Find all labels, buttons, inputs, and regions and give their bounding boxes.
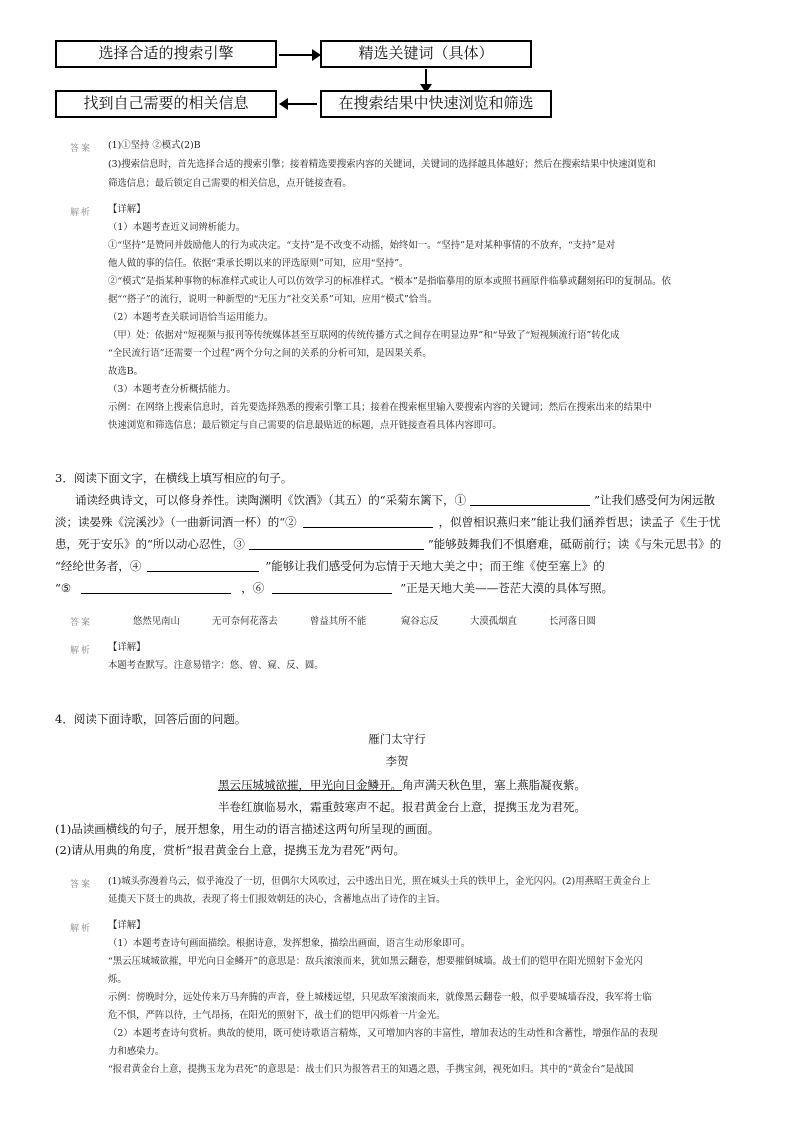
q4-analysis-line: “报君黄金台上意，提携玉龙为君死”的意思是：战士们只为报答君王的知遇之恩，手携宝剑，视死如归。其中的“黄金台”是战国 bbox=[108, 1064, 634, 1075]
q2-analysis-line: 快速浏览和筛选信息；最后锁定与自己需要的信息最贴近的标题，点开链接查看具体内容即可。 bbox=[108, 420, 502, 431]
q2-analysis-line: “全民流行语”还需要一个过程”两个分句之间的关系的分析可知，是因果关系。 bbox=[108, 348, 432, 359]
q2-analysis-line: 故选B。 bbox=[108, 366, 144, 377]
q2-analysis-line: 据““搭子”的流行，说明一种新型的“无压力”社交关系”可知，应用“模式”恰当。 bbox=[108, 294, 437, 305]
q2-analysis-line: （2）本题考查关联词语恰当运用能力。 bbox=[108, 312, 274, 323]
analysis-tag: 解析 bbox=[70, 208, 93, 218]
poem-text: 角声满天秋色里，塞上燕脂凝夜紫。 bbox=[402, 778, 586, 792]
answer-tag: 答案 bbox=[70, 144, 93, 154]
q3-blank-6[interactable] bbox=[272, 579, 392, 594]
q2-analysis-line: 示例：在网络上搜索信息时，首先要选择熟悉的搜索引擎工具；接着在搜索框里输入要搜索内容的关键词；然后在搜索出来的结果中 bbox=[108, 402, 652, 413]
flow-arrow-down bbox=[425, 69, 427, 85]
q3-text: 患，死于安乐》的“所以动心忍性，③ bbox=[55, 537, 245, 551]
q3-blank-1[interactable] bbox=[470, 491, 590, 506]
q3-text: ”让我们感受何为闲远散 bbox=[594, 493, 716, 507]
flow-arrow-right bbox=[279, 54, 313, 56]
q3-analysis-line: 【详解】 bbox=[108, 642, 146, 653]
q3-text: “经纶世务者，④ bbox=[55, 559, 142, 573]
q3-line bbox=[55, 555, 605, 577]
q3-line bbox=[55, 577, 613, 599]
q4-analysis-line: 危不惧，严阵以待，士气昂扬，在阳光的照射下，战士们的铠甲闪烁着一片金光。 bbox=[108, 1010, 446, 1021]
q3-analysis-line: 本题考查默写。注意易错字：悠、曾、窥、反、圆。 bbox=[108, 660, 324, 671]
q3-answer-item: 长河落日圆 bbox=[549, 616, 596, 627]
q4-answer-line: 延揽天下贤士的典故，表现了将士们报效朝廷的决心，含蓄地点出了诗作的主旨。 bbox=[108, 894, 446, 905]
q3-blank-3[interactable] bbox=[249, 535, 424, 550]
q3-line bbox=[75, 489, 715, 511]
poem-underlined-text: 黑云压城城欲摧，甲光向日金鳞开。 bbox=[218, 778, 402, 792]
q3-answer-item: 窥谷忘反 bbox=[401, 616, 439, 627]
q4-subquestion-1: (1)品读画横线的句子，展开想象，用生动的语言描述这两句所呈现的画面。 bbox=[55, 822, 440, 836]
poem-line bbox=[218, 774, 586, 796]
q2-answer-line: (1)①坚持 ②模式(2)B bbox=[108, 140, 201, 151]
q4-analysis-line: 力和感染力。 bbox=[108, 1046, 165, 1057]
flow-box-browse-filter: 在搜索结果中快速浏览和筛选 bbox=[320, 90, 552, 118]
q3-blank-4[interactable] bbox=[147, 557, 259, 572]
q3-line bbox=[55, 533, 721, 555]
poem-author: 李贺 bbox=[385, 754, 409, 768]
q3-title: 3．阅读下面文字，在横线上填写相应的句子。 bbox=[55, 471, 293, 485]
q3-text: “⑤ bbox=[55, 581, 72, 595]
q4-subquestion-2: (2)请从用典的角度，赏析“报君黄金台上意，提携玉龙为君死”两句。 bbox=[55, 843, 406, 857]
q4-analysis-line: 示例：傍晚时分，远处传来万马奔腾的声音，登上城楼远望，只见敌军滚滚而来，就像黑云翻卷一般，似乎要城墙吞没，我军将士临 bbox=[108, 992, 652, 1003]
q4-analysis-line: 烁。 bbox=[108, 974, 127, 985]
q2-analysis-line: （1）本题考查近义词辨析能力。 bbox=[108, 222, 246, 233]
q3-text: 诵读经典诗文，可以修身养性。读陶渊明《饮酒》（其五）的“采菊东篱下，① bbox=[75, 493, 467, 507]
q2-answer-line: 筛选信息；最后锁定自己需要的相关信息，点开链接查看。 bbox=[108, 178, 352, 189]
q2-analysis-line: （甲）处：依据对“短视频与报刊等传统媒体甚至互联网的传统传播方式之间存在明显边界”和“导致了“短视频流行语”转化成 bbox=[108, 330, 620, 341]
q3-text: ，⑥ bbox=[241, 581, 265, 595]
q2-analysis-line: ②“模式”是指某种事物的标准样式或让人可以仿效学习的标准样式。“模本”是指临摹用的原本或照书画原件临摹或翻刻拓印的复制品。依 bbox=[108, 276, 671, 287]
answer-tag: 答案 bbox=[70, 618, 93, 628]
q3-text: 淡；读晏殊《浣溪沙》（一曲新词酒一杯）的“② bbox=[55, 515, 297, 529]
q2-analysis-line: （3）本题考查分析概括能力。 bbox=[108, 384, 236, 395]
q3-answer-item: 大漠孤烟直 bbox=[470, 616, 517, 627]
analysis-tag: 解析 bbox=[70, 924, 93, 934]
q3-answer-item: 曾益其所不能 bbox=[310, 616, 367, 627]
q3-blank-5[interactable] bbox=[81, 579, 231, 594]
flow-arrow-left bbox=[287, 103, 317, 105]
q3-text: ，似曾相识燕归来”能让我们涵养哲思；读孟子《生于忧 bbox=[438, 515, 721, 529]
q2-answer-line: (3)搜索信息时，首先选择合适的搜索引擎；接着精选要搜索内容的关键词，关键词的选择越具体越好；然后在搜索结果中快速浏览和 bbox=[108, 159, 656, 170]
poem-title: 雁门太守行 bbox=[368, 732, 426, 746]
q2-analysis-line: 他人做的事的信任。依据“秉承长期以来的评选原则”可知，应用“坚持”。 bbox=[108, 258, 409, 269]
q4-analysis-line: “黑云压城城欲摧，甲光向日金鳞开”的意思是：敌兵滚滚而来，犹如黑云翻卷，想要摧倒城墙。战士们的铠甲在阳光照射下金光闪 bbox=[108, 956, 643, 967]
q3-line bbox=[55, 511, 721, 533]
flow-box-search-engine: 选择合适的搜索引擎 bbox=[55, 40, 277, 68]
q3-text: ”能够让我们感受何为忘情于天地大美之中；而王维《使至塞上》的 bbox=[265, 559, 605, 573]
q4-analysis-line: 【详解】 bbox=[108, 920, 146, 931]
answer-tag: 答案 bbox=[70, 880, 93, 890]
q3-text: ”正是天地大美——苍茫大漠的具体写照。 bbox=[400, 581, 614, 595]
analysis-tag: 解析 bbox=[70, 646, 93, 656]
q4-analysis-line: （2）本题考查诗句赏析。典故的使用，既可使诗歌语言精炼，又可增加内容的丰富性，增加表达的生动性和含蓄性，增强作品的表现 bbox=[108, 1028, 658, 1039]
q4-title: 4．阅读下面诗歌，回答后面的问题。 bbox=[55, 712, 247, 726]
q4-answer-line: (1)城头弥漫着乌云，似乎淹没了一切，但偶尔大风吹过，云中透出日光，照在城头士兵的铁甲上，金光闪闪。(2)用燕昭王黄金台上 bbox=[108, 876, 651, 887]
q3-blank-2[interactable] bbox=[303, 513, 433, 528]
q3-answer-item: 无可奈何花落去 bbox=[212, 616, 278, 627]
flow-box-find-info: 找到自己需要的相关信息 bbox=[55, 90, 277, 118]
flow-box-keywords: 精选关键词（具体） bbox=[320, 40, 532, 68]
q3-answer-item: 悠然见南山 bbox=[133, 616, 180, 627]
poem-line: 半卷红旗临易水，霜重鼓寒声不起。报君黄金台上意，提携玉龙为君死。 bbox=[218, 800, 586, 814]
q2-analysis-line: 【详解】 bbox=[108, 204, 146, 215]
q3-text: ”能够鼓舞我们不惧磨难，砥砺前行；读《与朱元思书》的 bbox=[427, 537, 722, 551]
q2-analysis-line: ①“坚持”是赞同并鼓励他人的行为或决定。“支持”是不改变不动摇，始终如一。“坚持”是对某种事情的不放弃，“支持”是对 bbox=[108, 240, 616, 251]
q4-analysis-line: （1）本题考查诗句画面描绘。根据诗意，发挥想象，描绘出画面，语言生动形象即可。 bbox=[108, 938, 471, 949]
